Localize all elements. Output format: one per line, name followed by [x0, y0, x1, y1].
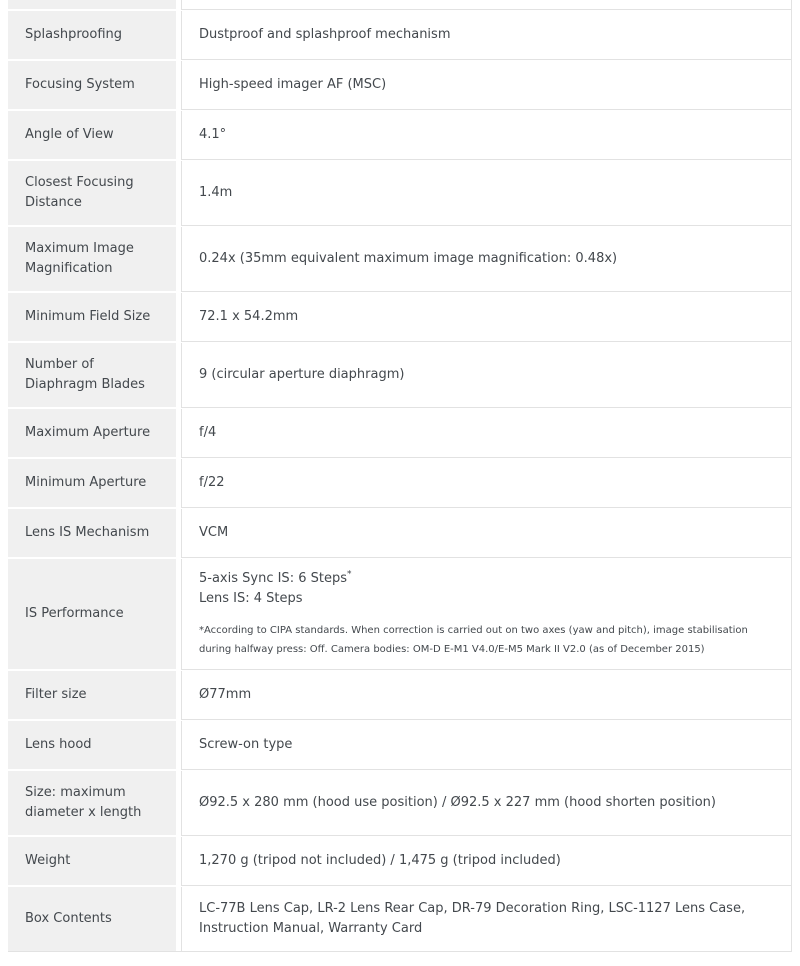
- spec-value-cell: Ø77mm: [176, 671, 792, 719]
- spec-row-partial-top: [8, 0, 792, 9]
- spec-value-cell: Screw-on type: [176, 721, 792, 769]
- row-separator: [8, 225, 792, 227]
- spec-label-cell: Number of Diaphragm Blades: [8, 343, 176, 407]
- spec-label-cell: Lens IS Mechanism: [8, 509, 176, 557]
- spec-row-diaphragm-blades: [8, 343, 792, 407]
- spec-value-cell: 4.1°: [176, 111, 792, 159]
- spec-value-cell: 1,270 g (tripod not included) / 1,475 g (tripod included): [176, 837, 792, 885]
- row-separator: [8, 457, 792, 459]
- spec-row-maximum-aperture: [8, 409, 792, 457]
- spec-value-cell: Ø92.5 x 280 mm (hood use position) / Ø92.5 x 227 mm (hood shorten position): [176, 771, 792, 835]
- spec-row-lens-is-mechanism: [8, 509, 792, 557]
- row-separator: [8, 407, 792, 409]
- spec-label-cell: Minimum Field Size: [8, 293, 176, 341]
- spec-label-cell: Size: maximum diameter x length: [8, 771, 176, 835]
- spec-row-minimum-field-size: [8, 293, 792, 341]
- spec-label-cell: Closest Focusing Distance: [8, 161, 176, 225]
- spec-value-cell: 9 (circular aperture diaphragm): [176, 343, 792, 407]
- spec-value-cell: Dustproof and splashproof mechanism: [176, 11, 792, 59]
- spec-label-cell: [8, 0, 176, 9]
- spec-row-lens-hood: [8, 721, 792, 769]
- is-performance-footnote: *According to CIPA standards. When correction is carried out on two axes (yaw and pitch), image stabilisation during halfway press: Off. Camera bodies: OM-D E-M1 V4.0/E-M5 Mark II V2.0 (as of December 2015): [199, 625, 748, 655]
- row-separator: [8, 719, 792, 721]
- spec-value-cell: f/4: [176, 409, 792, 457]
- row-separator: [8, 835, 792, 837]
- spec-label-cell: Weight: [8, 837, 176, 885]
- is-performance-line-2: Lens IS: 4 Steps: [199, 591, 303, 606]
- spec-row-focusing-system: [8, 61, 792, 109]
- spec-value-cell: 72.1 x 54.2mm: [176, 293, 792, 341]
- spec-row-maximum-image-magnification: [8, 227, 792, 291]
- row-separator: [8, 291, 792, 293]
- row-separator: [8, 769, 792, 771]
- spec-value-cell: 1.4m: [176, 161, 792, 225]
- spec-label-cell: Maximum Image Magnification: [8, 227, 176, 291]
- row-separator: [8, 59, 792, 61]
- spec-row-angle-of-view: [8, 111, 792, 159]
- row-separator: [8, 159, 792, 161]
- spec-row-minimum-aperture: [8, 459, 792, 507]
- lens-spec-table: [8, 0, 792, 952]
- footnote-marker: *: [346, 569, 352, 580]
- spec-value-cell: [176, 0, 792, 9]
- spec-row-is-performance: [8, 559, 792, 669]
- row-separator: [8, 669, 792, 671]
- row-separator: [8, 885, 792, 887]
- spec-row-size: [8, 771, 792, 835]
- row-separator: [8, 557, 792, 559]
- row-separator: [8, 507, 792, 509]
- spec-value-cell: 0.24x (35mm equivalent maximum image magnification: 0.48x): [176, 227, 792, 291]
- spec-value-cell: High-speed imager AF (MSC): [176, 61, 792, 109]
- is-performance-line-1: 5-axis Sync IS: 6 Steps*: [199, 569, 352, 586]
- spec-row-box-contents: [8, 887, 792, 951]
- spec-label-cell: IS Performance: [8, 559, 176, 669]
- spec-label-cell: Filter size: [8, 671, 176, 719]
- row-separator: [8, 341, 792, 343]
- spec-label-cell: Lens hood: [8, 721, 176, 769]
- spec-row-closest-focusing-distance: [8, 161, 792, 225]
- spec-value-cell: VCM: [176, 509, 792, 557]
- spec-value-cell: f/22: [176, 459, 792, 507]
- spec-row-weight: [8, 837, 792, 885]
- spec-label-cell: Maximum Aperture: [8, 409, 176, 457]
- spec-row-splashproofing: [8, 11, 792, 59]
- spec-row-filter-size: [8, 671, 792, 719]
- spec-label-cell: Box Contents: [8, 887, 176, 951]
- spec-value-cell: [176, 559, 792, 669]
- spec-value-cell: LC-77B Lens Cap, LR-2 Lens Rear Cap, DR-79 Decoration Ring, LSC-1127 Lens Case, Instruction Manual, Warranty Card: [176, 887, 792, 951]
- spec-label-cell: Splashproofing: [8, 11, 176, 59]
- spec-label-cell: Minimum Aperture: [8, 459, 176, 507]
- row-separator: [8, 9, 792, 11]
- spec-label-cell: Focusing System: [8, 61, 176, 109]
- spec-label-cell: Angle of View: [8, 111, 176, 159]
- row-separator: [8, 109, 792, 111]
